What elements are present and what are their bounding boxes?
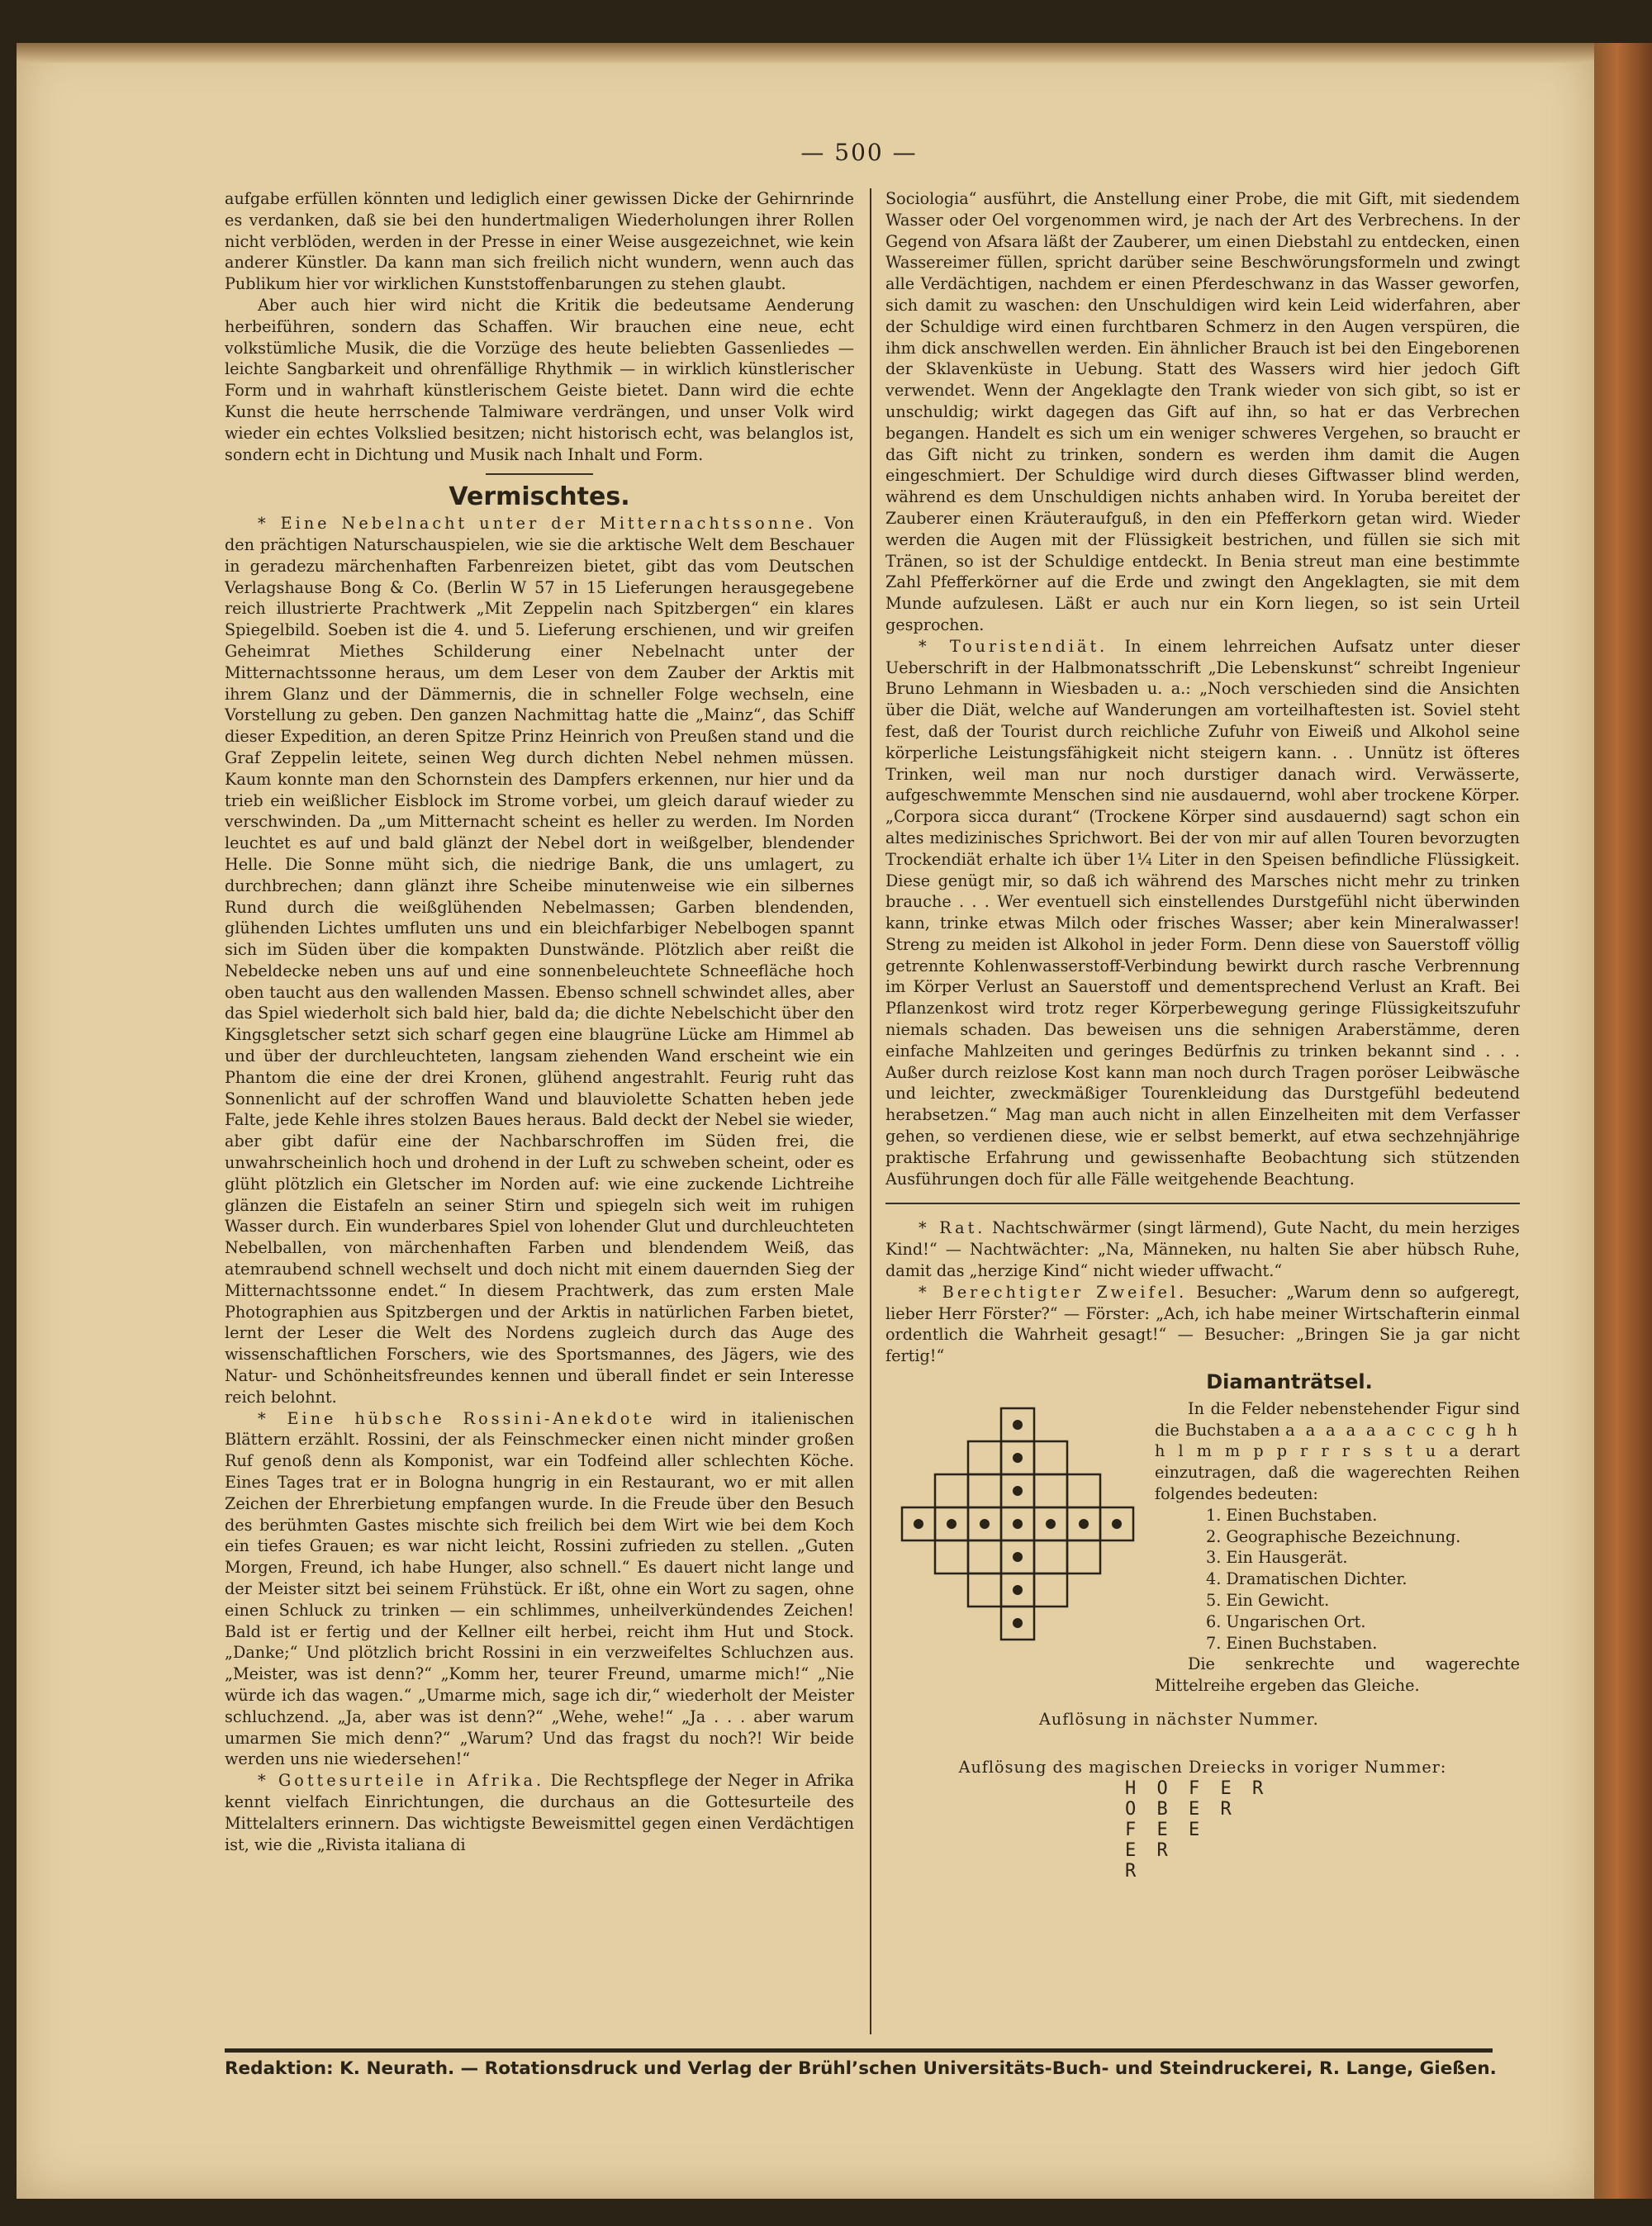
grid-center-dot — [1013, 1420, 1023, 1430]
solution-line: E R — [1125, 1839, 1173, 1861]
grid-cell — [1067, 1540, 1100, 1573]
grid-cell — [1034, 1573, 1067, 1607]
article-title: * Eine hübsche Rossini-Anekdote — [258, 1408, 656, 1428]
puzzle-intro — [1155, 1398, 1520, 1505]
grid-center-dot — [1013, 1552, 1023, 1562]
article-body: Die Rechtspflege der Neger in Afrika kennt vielfach Einrichtungen, die durchaus an die Gottesurteile des Mittelalters erinnern. Das wichtigste Beweismittel gegen einen Verdächtigen ist, wie die „Rivista italiana di — [225, 1771, 854, 1854]
book-page-edge — [1594, 43, 1652, 2199]
puzzle-intro-text: In die Felder nebenstehender Figur sind die Buchstaben — [1155, 1398, 1520, 1440]
article-paragraph — [225, 1408, 854, 1771]
section-heading: Vermischtes. — [449, 482, 630, 512]
article-body: wird in italienischen Blättern erzählt. Rossini, der als Feinschmecker einen nicht minder großen Ruf genoß denn als Komponist, war ein Todfeind aller schlechten Köche. Eines Tages trat er in Bologna hungrig in ein Restaurant, wo er mit allen Zeichen der Ehrerbietung empfangen wurde. In die Freude über den Besuch des berühmten Gastes mischte sich freilich bei dem Wirt wie bei dem Koch ein tiefes Grauen; es war nicht leicht, Rossini zufrieden zu stellen. „Guten Morgen, Freund, ich habe Hunger, also schnell.“ Es dauert nicht lange und der Meister sitzt bei seinem Frühstück. Er ißt, ohne ein Wort zu sagen, ohne einen Schluck zu trinken — ein schlimmes, unheilverkündendes Zeichen! Bald ist er fertig und der Kellner eilt herbei, reicht ihm Hut und Stock. „Danke;“ Und plötzlich bricht Rossini in ein verzweifeltes Schluchzen aus. „Meister, was ist denn?“ „Komm her, teurer Freund, umarme mich!“ „Nie würde ich das wagen.“ „Umarme mich, sage ich dir,“ wiederholt der Meister schluchzend. „Ja, aber was ist denn?“ „Wehe, wehe!“ „Ja . . . aber warum umarmen Sie mich denn?“ „Warum? Und das fragst du noch?! Wir beide werden uns nie wiedersehen!“ — [225, 1408, 854, 1769]
paragraph: Aber auch hier wird nicht die Kritik die bedeutsame Aenderung herbeiführen, sondern das Schaffen. Wir brauchen eine neue, echt volkstümliche Musik, die die Vorzüge des heute beliebten Gassenliedes — leichte Sangbarkeit und ohrenfällige Rhythmik — in wirklich künstlerischer Form und in wahrhaft künstlerischem Geiste bietet. Dann wird die echte Kunst die heute herrschende Talmiware verdrängen, und unser Volk wird wieder ein echtes Volkslied besitzen; nicht historisch echt, was belanglos ist, sondern echt in Dichtung und Musik nach Inhalt und Form. — [225, 295, 854, 464]
grid-center-dot — [1013, 1618, 1023, 1628]
imprint: Redaktion: K. Neurath. — Rotationsdruck und Verlag der Brühl’schen Universitäts-Buch- und Steindruckerei, R. Lange, Gießen. — [225, 2058, 1497, 2079]
grid-cell — [1034, 1540, 1067, 1573]
left-column — [225, 188, 854, 1855]
divider — [486, 473, 593, 475]
puzzle-outro: Die senkrechte und wagerechte Mittelreihe ergeben das Gleiche. — [1155, 1654, 1520, 1696]
diamond-puzzle — [885, 1398, 1520, 1745]
column-divider — [870, 188, 871, 2034]
article-paragraph — [225, 513, 854, 1407]
article-paragraph — [885, 1282, 1520, 1367]
puzzle-clue: 2. Geographische Bezeichnung. — [1206, 1526, 1461, 1546]
puzzle-intro-text-2: derart einzutragen, daß die wagerechten Reihen folgendes bedeuten: — [1155, 1441, 1520, 1504]
puzzle-letters: a a a a a a c c c g h h h l m m p p r r r s s t u a — [1155, 1420, 1520, 1461]
grid-center-dot — [1013, 1585, 1023, 1595]
solution-heading: Auflösung des magischen Dreiecks in voriger Nummer: — [958, 1757, 1447, 1777]
puzzle-clues — [1155, 1505, 1520, 1654]
solution-line: H O F E R — [1125, 1777, 1269, 1799]
grid-center-dot — [980, 1519, 990, 1529]
diamond-grid — [885, 1398, 1150, 1712]
article-title: * Berechtigter Zweifel. — [919, 1282, 1188, 1302]
grid-cell — [1067, 1474, 1100, 1507]
paragraph: aufgabe erfüllen könnten und lediglich einer gewissen Dicke der Gehirnrinde es verdanken, daß sie bei den hundertmaligen Wiederholungen ihrer Rollen nicht verblöden, werden in der Presse in einer Weise ausgezeichnet, wie kein anderer Künstler. Da kann man sich freilich nicht wundern, wenn auch das Publikum hier vor wirklichen Kunststoffenbarungen zu stehen glaubt. — [225, 189, 854, 294]
grid-cell — [935, 1474, 968, 1507]
article-paragraph — [885, 636, 1520, 1190]
article-title: * Gottesurteile in Afrika. — [258, 1771, 545, 1791]
page-number: — 500 — — [800, 139, 918, 166]
solution-triangle — [1125, 1778, 1520, 1882]
puzzle-clue: 3. Ein Hausgerät. — [1206, 1548, 1348, 1568]
article-paragraph — [225, 1770, 854, 1855]
grid-center-dot — [1013, 1519, 1023, 1529]
solution-line: F E E — [1125, 1819, 1205, 1840]
grid-center-dot — [1112, 1519, 1122, 1529]
puzzle-heading: Diamanträtsel. — [1206, 1370, 1373, 1394]
paragraph: Sociologia“ ausführt, die Anstellung einer Probe, die mit Gift, mit siedendem Wasser oder Oel vorgenommen wird, je nach der Art des Verbrechens. In der Gegend von Afsara läßt der Zauberer, um einen Diebstahl zu entdecken, einen Wassereimer füllen, spricht darüber seine Beschwörungsformeln und zwingt alle Verdächtigen, nachdem er einen Pferdeschwanz in das Wasser geworfen, sich damit zu waschen: den Unschuldigen wird kein Leid widerfahren, aber der Schuldige wird einen furchtbaren Schmerz in den Augen verspüren, die ihm dick anschwellen werden. Ein ähnlicher Brauch ist bei den Eingeborenen der Sklavenküste in Uebung. Statt des Wassers wird hier jedoch Gift verwendet. Wenn der Angeklagte den Trank wieder von sich gibt, so ist er unschuldig; wirkt dagegen das Gift auf ihn, so hat er das Verbrechen begangen. Handelt es sich um ein weniger schweres Vergehen, so braucht er das Gift nicht zu trinken, sondern es werden ihm damit die Augen eingeschmiert. Der Schuldige wird durch dieses Giftwasser blind werden, während es dem Unschuldigen nichts anhaben wird. In Yoruba bereitet der Zauberer einen Kräuteraufguß, in den ein Pfefferkorn getan wird. Wieder werden die Augen mit der Flüssigkeit bestrichen, und füllen sie sich mit Tränen, so ist der Schuldige entdeckt. In Benia streut man eine bestimmte Zahl Pfefferkörner auf die Erde und zwingt den Angeklagten, sie mit dem Munde aufzulesen. Läßt er auch nur ein Korn liegen, so ist sein Urteil gesprochen. — [885, 189, 1520, 634]
article-title: * Eine Nebelnacht unter der Mitternachtssonne. — [258, 514, 816, 534]
puzzle-solution-note: Auflösung in nächster Nummer. — [1039, 1709, 1319, 1729]
puzzle-clue: 6. Ungarischen Ort. — [1206, 1611, 1366, 1631]
grid-center-dot — [1046, 1519, 1056, 1529]
grid-cell — [1034, 1474, 1067, 1507]
article-body: In einem lehrreichen Aufsatz unter dieser Ueberschrift in der Halbmonatsschrift „Die Lebenskunst“ schreibt Ingenieur Bruno Lehmann in Wiesbaden u. a.: „Noch verschieden sind die Ansichten über die Diät, welche auf Wanderungen am vorteilhaftesten ist. Soviel steht fest, daß der Tourist durch reichliche Zufuhr von Eiweiß und Alkohol seine körperliche Leistungsfähigkeit nicht steigern kann. . . Unnütz ist öfteres Trinken, weil man nur noch durstiger danach wird. Verwässerte, aufgeschwemmte Menschen sind nie ausdauernd, wohl aber trockene Körper. „Corpora sicca durant“ (Trockene Körper sind ausdauernd) sagt schon ein altes medizinisches Sprichwort. Bei der von mir auf allen Touren bevorzugten Trockendiät erhalte ich über 1¼ Liter in den Speisen befindliche Flüssigkeit. Diese genügt mir, so daß ich während des Marsches nicht mehr zu trinken brauche . . . Wer eventuell sich einstellendes Durstgefühl nicht überwinden kann, trinke etwas Milch oder frisches Wasser; aber kein Mineralwasser! Streng zu meiden ist Alkohol in jeder Form. Denn diese von Sauerstoff völlig getrennte Kohlenwasserstoff-Verbindung bewirkt durch rasche Verbrennung im Körper Verlust an Sauerstoff und dementsprechend Verlust an Kraft. Bei Pflanzenkost wird trotz reger Körperbewegung geringe Flüssigkeitszufuhr niemals schaden. Das beweisen uns die sehnigen Araberstämme, deren einfache Mahlzeiten und geringes Bedürfnis zu trinken bekannt sind . . . Außer durch reizlose Kost kann man noch durch Tragen poröser Leibwäsche und leichter, zweckmäßiger Tourenkleidung das Durstgefühl bedeutend herabsetzen.“ Mag man auch nicht in allen Einzelheiten mit dem Verfasser gehen, so verdienen diese, wie er selbst bemerkt, auf etwa sechzehnjährige praktische Erfahrung und gewissenhafte Beobachtung sich stützenden Ausführungen doch für alle Fälle weitgehende Beachtung. — [885, 636, 1520, 1189]
grid-cell — [968, 1474, 1001, 1507]
article-title: * Rat. — [919, 1218, 986, 1238]
solution-line: R — [1125, 1860, 1142, 1882]
page-top-edge — [17, 43, 1594, 63]
footer-rule — [225, 2048, 1493, 2053]
puzzle-clue: 7. Einen Buchstaben. — [1206, 1633, 1378, 1653]
grid-center-dot — [1079, 1519, 1089, 1529]
grid-center-dot — [1013, 1453, 1023, 1463]
puzzle-clue: 4. Dramatischen Dichter. — [1206, 1569, 1408, 1589]
article-title: * Touristendiät. — [919, 636, 1108, 656]
puzzle-clue: 1. Einen Buchstaben. — [1206, 1505, 1378, 1525]
grid-cells — [902, 1408, 1133, 1640]
grid-cell — [935, 1540, 968, 1573]
divider — [885, 1203, 1520, 1204]
grid-cell — [968, 1441, 1001, 1474]
puzzle-text — [1155, 1398, 1520, 1697]
right-column — [885, 188, 1520, 1882]
article-body: Nachtschwärmer (singt lärmend), Gute Nacht, du mein herziges Kind!“ — Nachtwächter: „Na, Männeken, nu halten Sie aber hübsch Ruhe, damit das „herzige Kind“ nicht wieder uffwacht.“ — [885, 1218, 1520, 1281]
grid-center-dot — [947, 1519, 957, 1529]
grid-cell — [1034, 1441, 1067, 1474]
grid-center-dot — [914, 1519, 923, 1529]
article-body: Besucher: „Warum denn so aufgeregt, lieber Herr Förster?“ — Förster: „Ach, ich habe meiner Wirtschafterin einmal ordentlich die Wahrheit gesagt!“ — Besucher: „Bringen Sie ja gar nicht fertig!“ — [885, 1282, 1520, 1366]
grid-cell — [968, 1573, 1001, 1607]
article-paragraph — [885, 1217, 1520, 1281]
article-body: Von den prächtigen Naturschauspielen, wie sie die arktische Welt dem Beschauer in geradezu märchenhaften Farbenreizen bietet, gibt das vom Deutschen Verlagshause Bong & Co. (Berlin W 57 in 15 Lieferungen herausgegebene reich illustrierte Prachtwerk „Mit Zeppelin nach Spitzbergen“ ein klares Spiegelbild. Soeben ist die 4. und 5. Lieferung erschienen, und wir greifen Geheimrat Miethes Schilderung einer Nebelnacht unter der Mitternachtssonne heraus, um dem Leser von dem Zauber der Arktis mit ihrem Glanz und der Dämmernis, die in schneller Folge wechseln, eine Vorstellung zu geben. Den ganzen Nachmittag hatte die „Mainz“, das Schiff dieser Expedition, an deren Spitze Prinz Heinrich von Preußen stand und die Graf Zeppelin leitete, seinen Weg durch dichten Nebel nehmen müssen. Kaum konnte man den Schornstein des Dampfers erkennen, nur hier und da trieb ein weißlicher Eisblock im Strome vorbei, um gleich darauf wieder zu verschwinden. Da „um Mitternacht scheint es heller zu werden. Im Norden leuchtet es auf und bald glänzt der Nebel dort in weißgelber, blendender Helle. Die Sonne müht sich, die niedrige Bank, die uns umlagert, zu durchbrechen; dann glänzt ihre Scheibe minutenweise wie ein silbernes Rund durch die weißglühenden Nebelmassen; Garben blendenden, glühenden Lichtes umfluten uns und ein bleichfarbiger Nebelbogen spannt sich im Süden über die kompakten Dunstwände. Plötzlich aber reißt die Nebeldecke neben uns auf und eine sonnenbeleuchtete Schneefläche hoch oben taucht aus den wallenden Massen. Ebenso schnell schwindet alles, aber das Spiel wiederholt sich bald hier, bald da; die dichte Nebelschicht über den Kingsgletscher setzt sich scharf gegen eine blaugrüne Lücke am Himmel ab und über der durchleuchteten, langsam ziehenden Wand erscheint wie ein Phantom die eine der drei Kronen, glühend angestrahlt. Feurig ruht das Sonnenlicht auf der schroffen Wand und blauviolette Schatten heben jede Falte, jede Kehle ihres stolzen Baues heraus. Bald deckt der Nebel sie wieder, aber gibt dafür eine der Nachbarschroffen im Süden frei, die unwahrscheinlich hoch und drohend in der Luft zu schweben scheint, oder es glüht plötzlich ein Gletscher im Norden auf: wie eine zuckende Lichtreihe glänzen die Eistafeln an seiner Stirn und spiegeln sich weit im ruhigen Wasser durch. Ein wunderbares Spiel von lohender Glut und durchleuchteten Nebelballen, von märchenhaften Farben und blendendem Weiß, das atemraubend schnell wechselt und doch nicht mit einem dauernden Sieg der Mitternachtssonne endet.“ In diesem Prachtwerk, das zum ersten Male Photographien aus Spitzbergen und der Arktis in natürlichen Farben bietet, lernt der Leser die Welt des Nordens zugleich durch das Auge des wissenschaftlichen Forschers, wie des Sportsmannes, des Jägers, wie des Natur- und Schönheitsfreundes kennen und überall findet er sein Interesse reich belohnt. — [225, 514, 855, 1407]
solution-line: O B E R — [1125, 1798, 1237, 1820]
grid-cell — [968, 1540, 1001, 1573]
grid-center-dot — [1013, 1486, 1023, 1496]
puzzle-clue: 5. Ein Gewicht. — [1206, 1591, 1330, 1610]
